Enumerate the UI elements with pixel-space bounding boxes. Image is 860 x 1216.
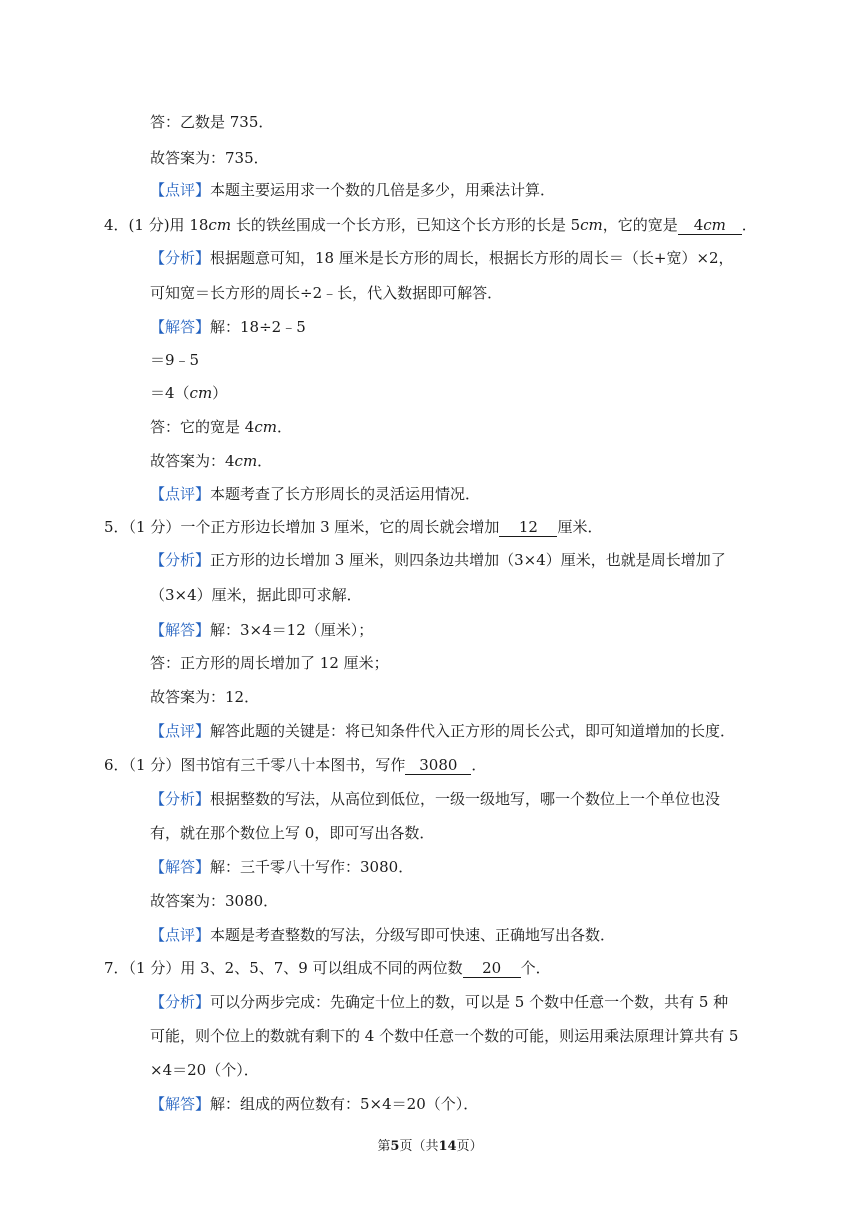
analysis-tag: 【分析】 — [150, 249, 211, 267]
comment-text: 解答此题的关键是：将已知条件代入正方形的周长公式，即可知道增加的长度． — [210, 722, 736, 740]
q7-analysis-line2: 可能，则个位上的数就有剩下的 4 个数中任意一个数的可能，则运用乘法原理计算共有 5 — [150, 1027, 739, 1045]
solution-tag: 【解答】 — [150, 621, 211, 639]
q4-answer — [150, 417, 292, 437]
final-part: 故答案为：4 — [150, 452, 235, 470]
q4-answer-blank — [678, 216, 742, 235]
q6-stem — [104, 755, 486, 775]
q7-stem-end: 个． — [520, 959, 551, 977]
q4-comment — [150, 484, 480, 504]
q5-final-answer: 故答案为：12． — [150, 688, 260, 706]
analysis-text: 根据整数的写法，从高位到低位，一级一级地写，哪一个数位上一个单位也没 — [210, 790, 721, 808]
q5-comment — [150, 721, 735, 741]
comment-tag: 【点评】 — [150, 485, 211, 503]
answer-part: 答：它的宽是 4 — [150, 418, 255, 436]
solution-tag: 【解答】 — [150, 318, 211, 336]
q5-stem — [104, 517, 602, 537]
q4-solution — [150, 317, 306, 337]
analysis-tag: 【分析】 — [150, 551, 211, 569]
solution-text: 解：组成的两位数有：5×4＝20（个）． — [210, 1095, 479, 1113]
q4-unit: cm — [208, 216, 232, 234]
analysis-text: 可以分两步完成：先确定十位上的数，可以是 5 个数中任意一个数，共有 5 种 — [210, 993, 729, 1011]
comment-tag: 【点评】 — [150, 722, 211, 740]
answer-part: ． — [276, 418, 292, 436]
q6-analysis-line2: 有，就在那个数位上写 0，即可写出各数． — [150, 824, 435, 842]
q6-solution — [150, 857, 413, 877]
q4-unit: cm — [580, 216, 603, 234]
q7-analysis-line3: ×4＝20（个）． — [150, 1061, 259, 1079]
q4-final-answer — [150, 451, 272, 471]
final-unit: cm — [234, 452, 258, 470]
analysis-tag: 【分析】 — [150, 993, 211, 1011]
q6-answer-blank: 3080 — [405, 756, 471, 775]
q4-analysis-line2: 可知宽＝长方形的周长÷2﹣长，代入数据即可解答． — [150, 284, 503, 302]
page-footer — [0, 1138, 860, 1156]
q4-step-3 — [150, 383, 227, 403]
q5-analysis-line2: （3×4）厘米，据此即可求解． — [150, 586, 362, 604]
q6-comment — [150, 925, 615, 945]
comment-tag: 【点评】 — [150, 926, 211, 944]
q4-blank-number: 4 — [693, 216, 704, 234]
solution-tag: 【解答】 — [150, 858, 211, 876]
comment-tag: 【点评】 — [150, 181, 211, 199]
step-unit: cm — [189, 384, 213, 402]
answer-unit: cm — [254, 418, 277, 436]
solution-text: 解：18÷2﹣5 — [210, 318, 306, 336]
comment-text: 本题考查了长方形周长的灵活运用情况． — [210, 485, 481, 503]
footer-part: 页） — [456, 1139, 483, 1154]
prev-final-answer: 故答案为：735． — [150, 149, 269, 167]
prev-answer: 答：乙数是 735． — [150, 113, 274, 131]
solution-tag: 【解答】 — [150, 1095, 211, 1113]
comment-text: 本题主要运用求一个数的几倍是多少，用乘法计算． — [210, 181, 556, 199]
footer-part: 页（共 — [399, 1139, 439, 1154]
page-total: 14 — [438, 1139, 457, 1154]
q7-answer-blank: 20 — [463, 959, 521, 978]
q7-stem — [104, 958, 551, 978]
q7-solution — [150, 1094, 478, 1114]
q5-answer-blank: 12 — [499, 518, 557, 537]
q4-stem — [104, 215, 757, 235]
final-part: ． — [257, 452, 273, 470]
page-number: 5 — [390, 1139, 400, 1154]
prev-comment — [150, 180, 555, 200]
q4-step-2: ＝9﹣5 — [150, 351, 200, 369]
analysis-text: 正方形的边长增加 3 厘米，则四条边共增加（3×4）厘米，也就是周长增加了 — [210, 551, 726, 569]
q5-answer: 答：正方形的周长增加了 12 厘米； — [150, 654, 389, 672]
step-part: ） — [212, 384, 228, 402]
q4-stem-end: ． — [741, 216, 757, 234]
q5-stem-text: 5．（1 分）一个正方形边长增加 3 厘米，它的周长就会增加 — [104, 518, 500, 536]
step-part: ＝4（ — [150, 384, 190, 402]
solution-text: 解：3×4＝12（厘米）； — [210, 621, 374, 639]
q6-stem-end: ． — [471, 756, 487, 774]
q5-analysis — [150, 550, 726, 570]
solution-text: 解：三千零八十写作：3080． — [210, 858, 414, 876]
footer-part: 第 — [377, 1139, 391, 1154]
q4-stem-part: ，它的宽是 — [602, 216, 678, 234]
q5-stem-end: 厘米． — [557, 518, 603, 536]
q6-final-answer: 故答案为：3080． — [150, 892, 279, 910]
q4-stem-part: 长的铁丝围成一个长方形，已知这个长方形的长是 5 — [231, 216, 581, 234]
q6-stem-text: 6．（1 分）图书馆有三千零八十本图书，写作 — [104, 756, 406, 774]
analysis-tag: 【分析】 — [150, 790, 211, 808]
comment-text: 本题是考查整数的写法，分级写即可快速、正确地写出各数． — [210, 926, 616, 944]
q4-analysis — [150, 248, 734, 268]
analysis-text: 根据题意可知，18 厘米是长方形的周长，根据长方形的周长＝（长+宽）×2， — [210, 249, 734, 267]
q5-solution — [150, 620, 373, 640]
q4-blank-unit: cm — [703, 216, 726, 234]
q7-stem-text: 7．（1 分）用 3、2、5、7、9 可以组成不同的两位数 — [104, 959, 463, 977]
q6-analysis — [150, 789, 720, 809]
q4-stem-part: 4．(1 分)用 18 — [104, 216, 209, 234]
q7-analysis — [150, 992, 728, 1012]
